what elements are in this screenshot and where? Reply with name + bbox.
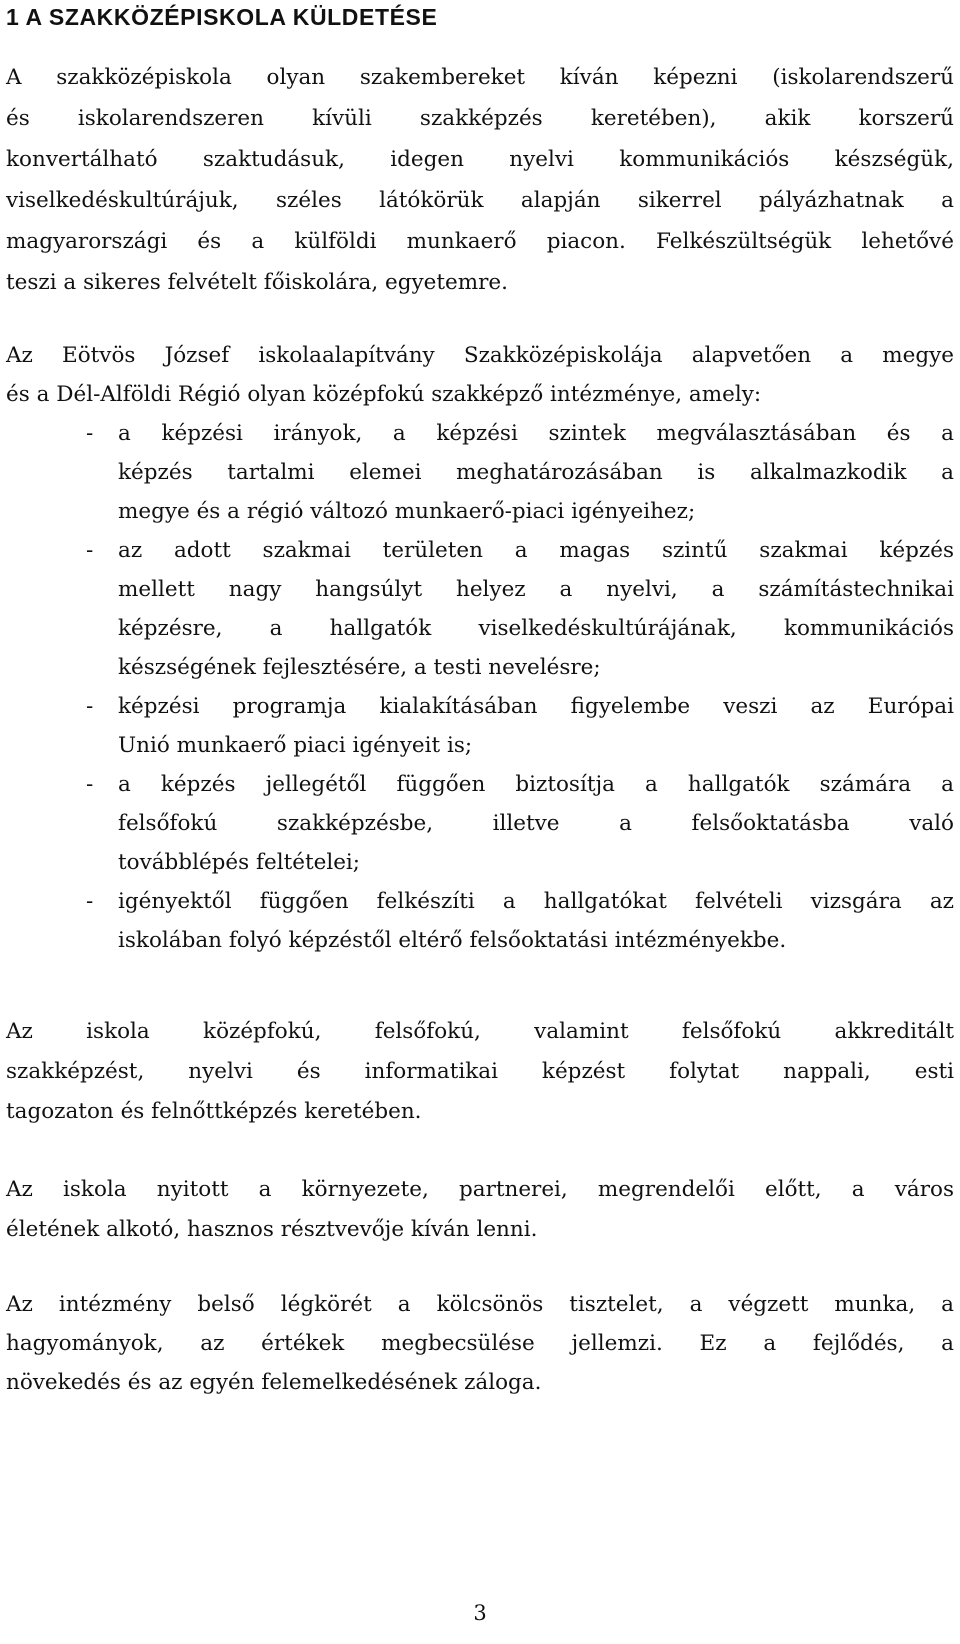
text-line: Unió munkaerő piaci igényeit is; (118, 733, 473, 758)
text-line: képzési programja kialakításában figyelembe veszi az Európai (118, 694, 954, 719)
text-line: képzésre, a hallgatók viselkedéskultúrájának, kommunikációs (118, 616, 954, 641)
text-line: és iskolarendszeren kívüli szakképzés keretében), akik korszerű (6, 106, 954, 131)
text-line: konvertálható szaktudásuk, idegen nyelvi kommunikációs készségük, (6, 147, 954, 172)
text-line: megye és a régió változó munkaerő-piaci igényeihez; (118, 499, 696, 524)
text-line: viselkedéskultúrájuk, széles látókörük alapján sikerrel pályázhatnak a (6, 188, 954, 213)
dash-marker: - (86, 772, 94, 797)
text-line: képzés tartalmi elemei meghatározásában is alkalmazkodik a (118, 460, 954, 485)
text-line: szakképzést, nyelvi és informatikai képzést folytat nappali, esti (6, 1059, 954, 1084)
text-line: hagyományok, az értékek megbecsülése jellemzi. Ez a fejlődés, a (6, 1331, 954, 1356)
text-line: A szakközépiskola olyan szakembereket kíván képezni (iskolarendszerű (6, 65, 954, 90)
text-line: Az iskola nyitott a környezete, partnerei, megrendelői előtt, a város (6, 1177, 954, 1202)
text-line: felsőfokú szakképzésbe, illetve a felsőoktatásba való (118, 811, 954, 836)
text-line: a képzés jellegétől függően biztosítja a hallgatók számára a (118, 772, 954, 797)
text-line: mellett nagy hangsúlyt helyez a nyelvi, a számítástechnikai (118, 577, 954, 602)
text-line: továbblépés feltételei; (118, 850, 361, 875)
text-line: növekedés és az egyén felemelkedésének záloga. (6, 1370, 542, 1395)
text-line: Az intézmény belső légkörét a kölcsönös tisztelet, a végzett munka, a (6, 1292, 954, 1317)
section-heading: 1 A SZAKKÖZÉPISKOLA KÜLDETÉSE (6, 4, 438, 30)
text-line: készségének fejlesztésére, a testi nevelésre; (118, 655, 601, 680)
text-line: iskolában folyó képzéstől eltérő felsőoktatási intézményekbe. (118, 928, 787, 953)
text-line: az adott szakmai területen a magas szintű szakmai képzés (118, 538, 954, 563)
text-line: igényektől függően felkészíti a hallgatókat felvételi vizsgára az (118, 889, 954, 914)
dash-marker: - (86, 889, 94, 914)
text-line: magyarországi és a külföldi munkaerő piacon. Felkészültségük lehetővé (6, 229, 954, 254)
dash-marker: - (86, 421, 94, 446)
text-line: tagozaton és felnőttképzés keretében. (6, 1099, 422, 1124)
page-number: 3 (473, 1601, 487, 1625)
text-line: a képzési irányok, a képzési szintek megválasztásában és a (118, 421, 954, 446)
text-line: teszi a sikeres felvételt főiskolára, egyetemre. (6, 270, 508, 295)
text-line: Az iskola középfokú, felsőfokú, valamint felsőfokú akkreditált (6, 1019, 954, 1044)
text-line: Az Eötvös József iskolaalapítvány Szakközépiskolája alapvetően a megye (6, 343, 954, 368)
dash-marker: - (86, 694, 94, 719)
text-line: és a Dél-Alföldi Régió olyan középfokú szakképző intézménye, amely: (6, 382, 762, 407)
text-line: életének alkotó, hasznos résztvevője kíván lenni. (6, 1217, 538, 1242)
dash-marker: - (86, 538, 94, 563)
